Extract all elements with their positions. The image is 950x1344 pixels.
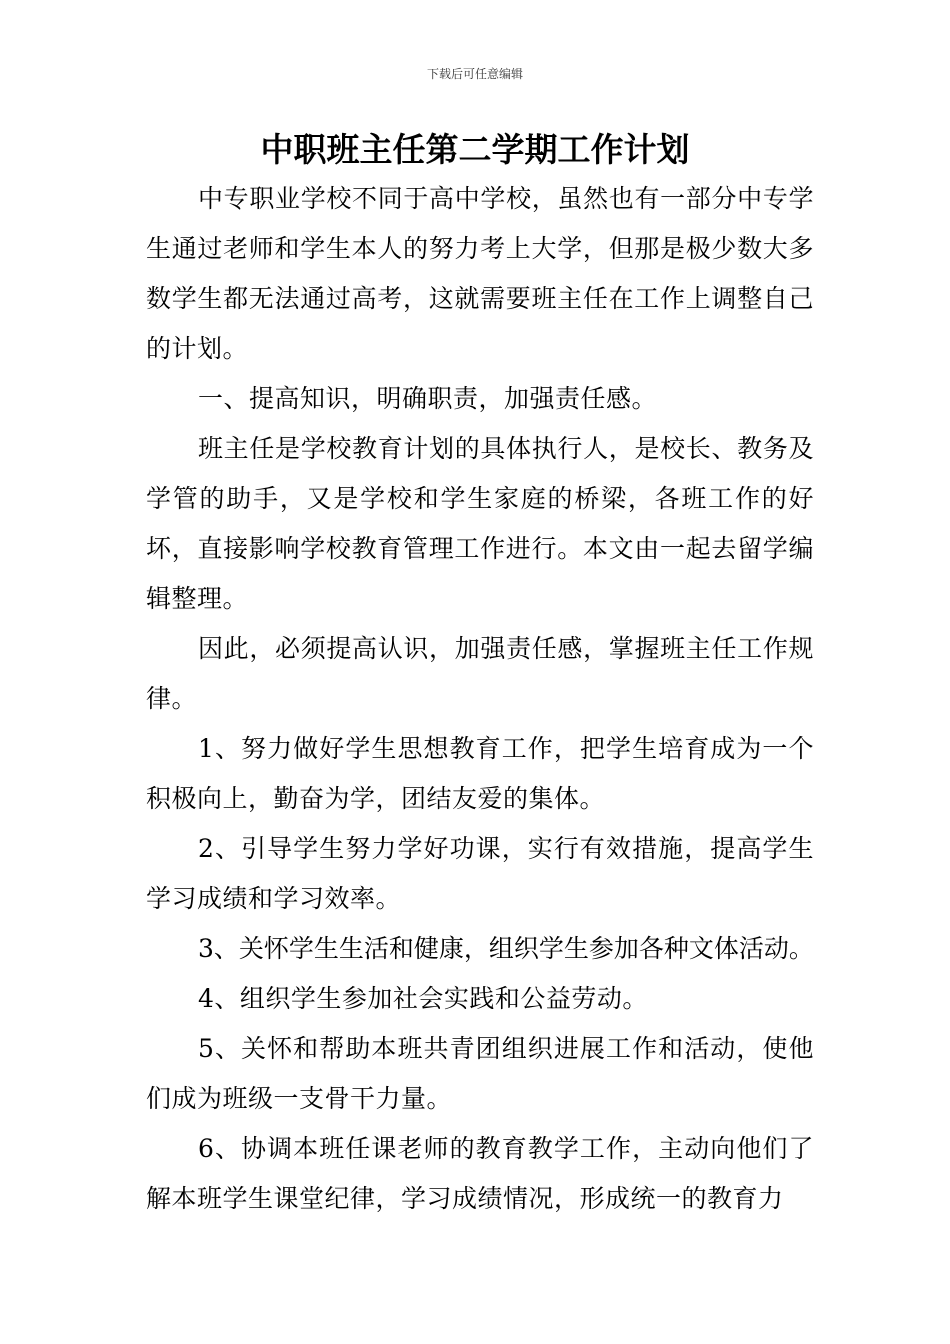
- paragraph-item-5: 5、关怀和帮助本班共青团组织进展工作和活动，使他们成为班级一支骨干力量。: [146, 1034, 814, 1113]
- header-note: 下载后可任意编辑: [426, 67, 523, 81]
- paragraph-therefore: 因此，必须提高认识，加强责任感，掌握班主任工作规律。: [146, 634, 814, 713]
- document-body: [146, 174, 814, 1224]
- paragraph-item-3: 3、关怀学生生活和健康，组织学生参加各种文体活动。: [198, 934, 814, 963]
- paragraph-item-2: 2、引导学生努力学好功课，实行有效措施，提高学生学习成绩和学习效率。: [146, 834, 814, 913]
- paragraph-item-1: 1、努力做好学生思想教育工作，把学生培育成为一个积极向上，勤奋为学，团结友爱的集体。: [146, 734, 814, 813]
- paragraph-class-teacher-role: 班主任是学校教育计划的具体执行人，是校长、教务及学管的助手，又是学校和学生家庭的桥梁，各班工作的好坏，直接影响学校教育管理工作进行。本文由一起去留学编辑整理。: [146, 434, 814, 613]
- paragraph-section-1-heading: 一、提高知识，明确职责，加强责任感。: [198, 384, 658, 413]
- paragraph-item-6: 6、协调本班任课老师的教育教学工作，主动向他们了解本班学生课堂纪律，学习成绩情况，形成统一的教育力: [146, 1134, 814, 1213]
- paragraph-item-4: 4、组织学生参加社会实践和公益劳动。: [198, 984, 648, 1013]
- document-title: 中职班主任第二学期工作计划: [260, 130, 690, 169]
- paragraph-intro: 中专职业学校不同于高中学校，虽然也有一部分中专学生通过老师和学生本人的努力考上大学，但那是极少数大多数学生都无法通过高考，这就需要班主任在工作上调整自己的计划。: [146, 184, 814, 363]
